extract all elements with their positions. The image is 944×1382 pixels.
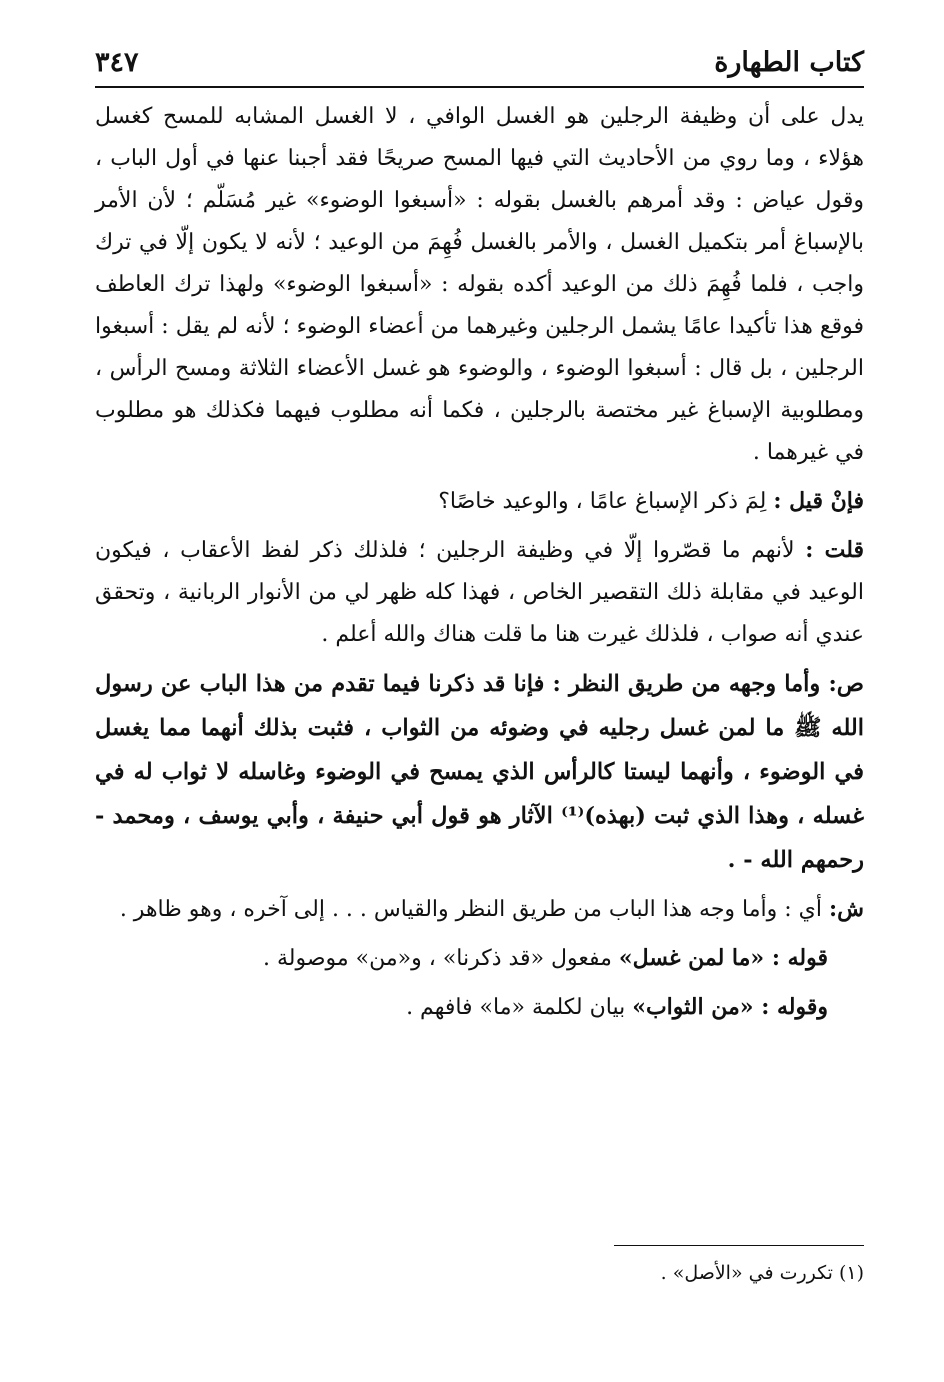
paragraph-2 bbox=[95, 480, 864, 523]
book-title: كتاب الطهارة bbox=[714, 47, 864, 78]
paragraph-4 bbox=[95, 662, 864, 882]
footnote: (١) تكررت في «الأصل» . bbox=[660, 1262, 864, 1284]
page-number: ٣٤٧ bbox=[95, 47, 139, 78]
paragraph-5 bbox=[95, 888, 864, 931]
footnote-divider bbox=[614, 1245, 864, 1246]
paragraph-3-text: لأنهم ما قصّروا إلّا في وظيفة الرجلين ؛ فلذلك ذكر لفظ الأعقاب ، فيكون الوعيد في مقابلة ذلك التقصير الخاص ، فهذا كله ظهر لي من الأنوار الربانية ، وتحقق عندي أنه صواب ، فلذلك غيرت هنا ما قلت هناك والله أعلم . bbox=[95, 538, 864, 647]
paragraph-3 bbox=[95, 529, 864, 656]
header-divider bbox=[95, 86, 864, 88]
answer-lead: قلت : bbox=[805, 537, 864, 563]
paragraph-6 bbox=[95, 937, 864, 980]
paragraph-5-text: أي : وأما وجه هذا الباب من طريق النظر والقياس . . . إلى آخره ، وهو ظاهر . bbox=[119, 897, 830, 922]
question-lead: فإنْ قيل : bbox=[773, 488, 864, 514]
source-marker: ص: bbox=[828, 671, 864, 697]
commentary-marker: ش: bbox=[829, 896, 864, 922]
paragraph-7-lead: وقوله : «من الثواب» bbox=[632, 994, 828, 1020]
paragraph-2-text: لِمَ ذكر الإسباغ عامًا ، والوعيد خاصًا؟ bbox=[438, 489, 774, 514]
paragraph-1 bbox=[95, 96, 864, 474]
paragraph-1-text: يدل على أن وظيفة الرجلين هو الغسل الوافي ، لا الغسل المشابه للمسح كغسل هؤلاء ، وما روي من الأحاديث التي فيها المسح صريحًا فقد أجبنا عنها في أول الباب ، وقول عياض : وقد أمرهم بالغسل بقوله : «أسبغوا الوضوء» غير مُسَلّم ؛ لأن الأمر بالإسباغ أمر بتكميل الغسل ، والأمر بالغسل فُهِمَ من الوعيد ؛ لأنه لا يكون إلّا في ترك واجب ، فلما فُهِمَ ذلك من الوعيد أكده بقوله : «أسبغوا الوضوء» ولهذا ترك العاطف فوقع هذا تأكيدا عامًا يشمل الرجلين وغيرهما من أعضاء الوضوء ؛ لأنه لم يقل : أسبغوا الرجلين ، بل قال : أسبغوا الوضوء ، والوضوء هو غسل الأعضاء الثلاثة ومسح الرأس ، ومطلوبية الإسباغ غير مختصة بالرجلين ، فكما أنه مطلوب فيهما فكذلك هو مطلوب في غيرهما . bbox=[95, 104, 864, 465]
main-text bbox=[95, 96, 864, 1035]
paragraph-4-text: وأما وجهه من طريق النظر : فإنا قد ذكرنا فيما تقدم من هذا الباب عن رسول الله ﷺ ما لمن غسل رجليه في وضوئه من الثواب ، فثبت بذلك أنهما مما يغسل في الوضوء ، وأنهما ليستا كالرأس الذي يمسح في الوضوء وغاسله لا ثواب له في غسله ، وهذا الذي ثبت (بهذه)⁽¹⁾ الآثار هو قول أبي حنيفة ، وأبي يوسف ، ومحمد - رحمهم الله - . bbox=[95, 671, 864, 873]
paragraph-6-lead: قوله : «ما لمن غسل» bbox=[618, 945, 828, 971]
page-header bbox=[95, 34, 864, 78]
paragraph-6-text: مفعول «قد ذكرنا» ، و«من» موصولة . bbox=[262, 946, 619, 971]
paragraph-7-text: بيان لكلمة «ما» فافهم . bbox=[406, 995, 633, 1020]
paragraph-7 bbox=[95, 986, 864, 1029]
